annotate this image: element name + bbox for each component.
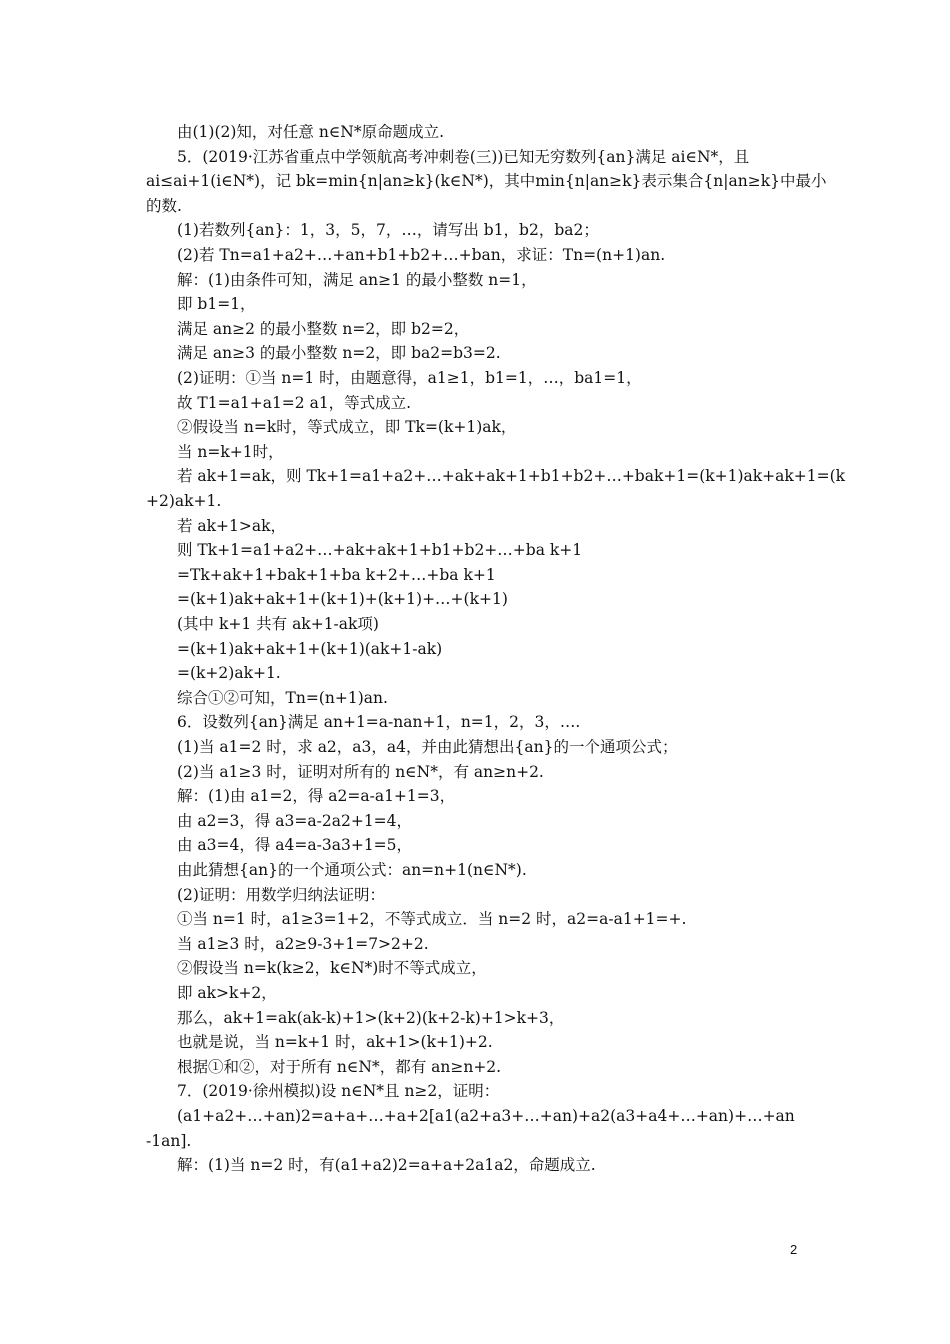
text-line: 根据①和②，对于所有 n∈N*，都有 an≥n+2.	[177, 1057, 502, 1076]
text-line: 当 a1≥3 时，a2≥9-3+1=7>2+2.	[177, 934, 429, 953]
text-line: (1)若数列{an}：1，3，5，7，…，请写出 b1，b2，ba2；	[177, 221, 599, 240]
text-line: 也就是说，当 n=k+1 时，ak+1>(k+1)+2.	[177, 1033, 493, 1052]
text-line: 综合①②可知，Tn=(n+1)an.	[177, 688, 388, 707]
text-line: (2)证明：用数学归纳法证明：	[177, 885, 385, 904]
text-line: (2)若 Tn=a1+a2+…+an+b1+b2+…+ban，求证：Tn=(n+1)an.	[177, 246, 666, 264]
text-line: 由(1)(2)知，对任意 n∈N*原命题成立.	[177, 123, 445, 141]
text-line: 满足 an≥3 的最小整数 n=2，即 ba2=b3=2.	[177, 344, 501, 363]
text-line: 由此猜想{an}的一个通项公式：an=n+1(n∈N*).	[177, 861, 527, 879]
text-line: 若 ak+1>ak，	[177, 516, 287, 535]
text-line: 6．设数列{an}满足 an+1=a-nan+1，n=1，2，3，….	[177, 713, 581, 732]
text-line: 5．(2019·江苏省重点中学领航高考冲刺卷(三))已知无穷数列{an}满足 ai∈N*，且	[177, 147, 750, 166]
text-line: 故 T1=a1+a1=2 a1，等式成立.	[177, 393, 412, 412]
text-line: 由 a2=3，得 a3=a-2a2+1=4，	[177, 811, 413, 830]
text-line: +2)ak+1.	[146, 492, 222, 510]
text-line: =(k+1)ak+ak+1+(k+1)+(k+1)+…+(k+1)	[177, 590, 508, 609]
text-line: 的数.	[146, 196, 182, 215]
text-line: (其中 k+1 共有 ak+1-ak项)	[177, 615, 379, 633]
text-line: 若 ak+1=ak，则 Tk+1=a1+a2+…+ak+ak+1+b1+b2+…+bak+1=(k+1)ak+ak+1=(k	[177, 467, 846, 486]
text-line: ai≤ai+1(i∈N*)，记 bk=min{n|an≥k}(k∈N*)，其中min{n|an≥k}表示集合{n|an≥k}中最小	[146, 172, 827, 191]
text-line: ①当 n=1 时，a1≥3=1+2，不等式成立．当 n=2 时，a2=a-a1+1=+.	[177, 910, 687, 929]
text-line: ②假设当 n=k时，等式成立，即 Tk=(k+1)ak，	[177, 418, 517, 437]
text-line: 解：(1)由条件可知，满足 an≥1 的最小整数 n=1，	[177, 270, 537, 289]
text-line: 即 ak>k+2，	[177, 984, 277, 1002]
text-line: 那么，ak+1=ak(ak-k)+1>(k+2)(k+2-k)+1>k+3，	[177, 1008, 565, 1027]
page-number: 2	[790, 1242, 798, 1257]
text-line: (2)当 a1≥3 时，证明对所有的 n∈N*，有 an≥n+2.	[177, 762, 544, 781]
text-line: (2)证明：①当 n=1 时，由题意得，a1≥1，b1=1，…，ba1=1，	[177, 369, 642, 387]
text-line: 由 a3=4，得 a4=a-3a3+1=5，	[177, 836, 413, 855]
text-line: 解：(1)当 n=2 时，有(a1+a2)2=a+a+2a1a2，命题成立.	[177, 1156, 596, 1175]
text-line: ②假设当 n=k(k≥2，k∈N*)时不等式成立，	[177, 959, 487, 978]
text-line: =Tk+ak+1+bak+1+ba k+2+…+ba k+1	[177, 565, 496, 584]
text-line: =(k+2)ak+1.	[177, 664, 281, 683]
text-line: 7．(2019·徐州模拟)设 n∈N*且 n≥2，证明：	[177, 1082, 500, 1101]
text-line: 则 Tk+1=a1+a2+…+ak+ak+1+b1+b2+…+ba k+1	[177, 541, 583, 560]
text-line: 满足 an≥2 的最小整数 n=2，即 b2=2，	[177, 319, 470, 338]
text-line: =(k+1)ak+ak+1+(k+1)(ak+1-ak)	[177, 639, 443, 658]
text-line: -1an].	[146, 1131, 192, 1150]
text-line: (1)当 a1=2 时，求 a2，a3，a4，并由此猜想出{an}的一个通项公式；	[177, 738, 678, 756]
text-line: 当 n=k+1时，	[177, 442, 284, 461]
text-line: (a1+a2+…+an)2=a+a+…+a+2[a1(a2+a3+…+an)+a2(a3+a4+…+an)+…+an	[177, 1107, 795, 1125]
text-line: 即 b1=1，	[177, 295, 256, 314]
text-line: 解：(1)由 a1=2，得 a2=a-a1+1=3，	[177, 787, 456, 806]
